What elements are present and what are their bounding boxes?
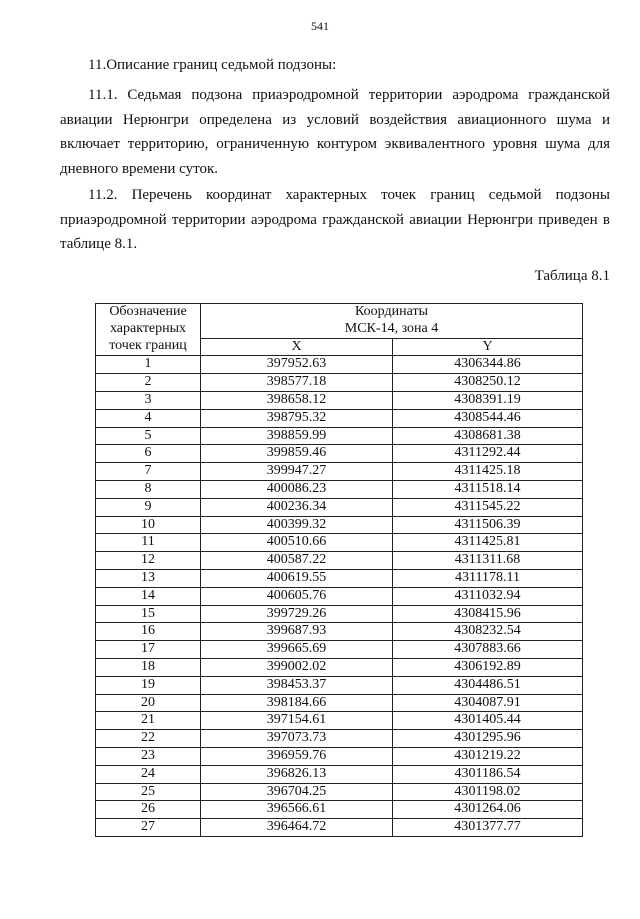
y-coordinate-cell: 4311518.14 [393, 480, 583, 498]
point-number-cell: 26 [96, 801, 201, 819]
table-row [96, 391, 583, 409]
y-coordinate-cell: 4311311.68 [393, 552, 583, 570]
table-row [96, 605, 583, 623]
x-coordinate-cell: 399859.46 [201, 445, 393, 463]
table-row [96, 409, 583, 427]
point-number-cell: 4 [96, 409, 201, 427]
point-number-cell: 16 [96, 623, 201, 641]
point-number-cell: 22 [96, 730, 201, 748]
table-row [96, 641, 583, 659]
table-row [96, 445, 583, 463]
table-row [96, 480, 583, 498]
y-coordinate-cell: 4301405.44 [393, 712, 583, 730]
table-row [96, 498, 583, 516]
point-number-cell: 20 [96, 694, 201, 712]
y-coordinate-cell: 4304087.91 [393, 694, 583, 712]
point-number-cell: 3 [96, 391, 201, 409]
x-coordinate-cell: 396704.25 [201, 783, 393, 801]
x-coordinate-cell: 400399.32 [201, 516, 393, 534]
table-row [96, 623, 583, 641]
header-line: Обозначение [109, 304, 187, 319]
y-coordinate-cell: 4311506.39 [393, 516, 583, 534]
table-row [96, 694, 583, 712]
y-coordinate-cell: 4307883.66 [393, 641, 583, 659]
point-number-cell: 11 [96, 534, 201, 552]
header-line: Координаты [355, 304, 428, 319]
x-coordinate-cell: 400236.34 [201, 498, 393, 516]
x-header: X [201, 338, 393, 356]
x-coordinate-cell: 396566.61 [201, 801, 393, 819]
y-coordinate-cell: 4311178.11 [393, 569, 583, 587]
point-number-cell: 1 [96, 356, 201, 374]
x-coordinate-cell: 399729.26 [201, 605, 393, 623]
x-coordinate-cell: 398577.18 [201, 374, 393, 392]
point-number-cell: 25 [96, 783, 201, 801]
y-coordinate-cell: 4308250.12 [393, 374, 583, 392]
x-coordinate-cell: 397952.63 [201, 356, 393, 374]
y-coordinate-cell: 4311032.94 [393, 587, 583, 605]
paragraph-11-2: 11.2. Перечень координат характерных точек границ седьмой подзоны приаэродромной территории аэродрома гражданской авиации Нерюнгри приведен в таблице 8.1. [60, 187, 610, 252]
point-number-cell: 14 [96, 587, 201, 605]
x-coordinate-cell: 398658.12 [201, 391, 393, 409]
y-coordinate-cell: 4301219.22 [393, 747, 583, 765]
coordinates-header [201, 304, 583, 339]
y-coordinate-cell: 4308544.46 [393, 409, 583, 427]
y-coordinate-cell: 4311425.18 [393, 463, 583, 481]
point-number-cell: 24 [96, 765, 201, 783]
point-number-cell: 15 [96, 605, 201, 623]
point-number-cell: 19 [96, 676, 201, 694]
x-coordinate-cell: 399947.27 [201, 463, 393, 481]
y-coordinate-cell: 4301198.02 [393, 783, 583, 801]
point-number-cell: 12 [96, 552, 201, 570]
section-heading: 11.Описание границ седьмой подзоны: [88, 57, 337, 73]
point-number-cell: 9 [96, 498, 201, 516]
y-coordinate-cell: 4311425.81 [393, 534, 583, 552]
x-coordinate-cell: 399665.69 [201, 641, 393, 659]
x-coordinate-cell: 400086.23 [201, 480, 393, 498]
table-caption: Таблица 8.1 [534, 268, 610, 284]
x-coordinate-cell: 396959.76 [201, 747, 393, 765]
table-row [96, 374, 583, 392]
x-coordinate-cell: 400587.22 [201, 552, 393, 570]
x-coordinate-cell: 399002.02 [201, 658, 393, 676]
x-coordinate-cell: 397154.61 [201, 712, 393, 730]
x-coordinate-cell: 400510.66 [201, 534, 393, 552]
table-row [96, 534, 583, 552]
page-number: 541 [311, 19, 329, 33]
point-number-cell: 8 [96, 480, 201, 498]
y-coordinate-cell: 4301377.77 [393, 819, 583, 837]
x-coordinate-cell: 400619.55 [201, 569, 393, 587]
y-header: Y [393, 338, 583, 356]
point-number-cell: 27 [96, 819, 201, 837]
y-coordinate-cell: 4308681.38 [393, 427, 583, 445]
y-coordinate-cell: 4301295.96 [393, 730, 583, 748]
table-row [96, 783, 583, 801]
point-number-cell: 10 [96, 516, 201, 534]
point-number-cell: 5 [96, 427, 201, 445]
table-row [96, 587, 583, 605]
point-number-cell: 2 [96, 374, 201, 392]
paragraph-11-1: 11.1. Седьмая подзона приаэродромной территории аэродрома гражданской авиации Нерюнгри определена из условий воздействия авиационного шума и включает территорию, ограниченную контуром эквивалентного уровня шума для дневного времени суток. [60, 87, 610, 177]
y-coordinate-cell: 4308391.19 [393, 391, 583, 409]
x-coordinate-cell: 398453.37 [201, 676, 393, 694]
x-coordinate-cell: 400605.76 [201, 587, 393, 605]
table-row [96, 712, 583, 730]
coordinates-table [95, 303, 583, 837]
point-number-cell: 7 [96, 463, 201, 481]
y-coordinate-cell: 4306192.89 [393, 658, 583, 676]
y-coordinate-cell: 4311292.44 [393, 445, 583, 463]
point-number-cell: 21 [96, 712, 201, 730]
coordinates-table-body [96, 356, 583, 837]
point-designation-header [96, 304, 201, 356]
y-coordinate-cell: 4308232.54 [393, 623, 583, 641]
y-coordinate-cell: 4304486.51 [393, 676, 583, 694]
y-coordinate-cell: 4301186.54 [393, 765, 583, 783]
x-coordinate-cell: 396826.13 [201, 765, 393, 783]
header-line: МСК-14, зона 4 [344, 320, 439, 336]
table-row [96, 801, 583, 819]
table-row [96, 516, 583, 534]
table-row [96, 552, 583, 570]
x-coordinate-cell: 398795.32 [201, 409, 393, 427]
table-row [96, 676, 583, 694]
table-row [96, 658, 583, 676]
point-number-cell: 6 [96, 445, 201, 463]
y-coordinate-cell: 4308415.96 [393, 605, 583, 623]
y-coordinate-cell: 4301264.06 [393, 801, 583, 819]
x-coordinate-cell: 396464.72 [201, 819, 393, 837]
point-number-cell: 18 [96, 658, 201, 676]
table-row [96, 730, 583, 748]
y-coordinate-cell: 4306344.86 [393, 356, 583, 374]
table-row [96, 819, 583, 837]
table-row [96, 463, 583, 481]
x-coordinate-cell: 398184.66 [201, 694, 393, 712]
x-coordinate-cell: 399687.93 [201, 623, 393, 641]
x-coordinate-cell: 397073.73 [201, 730, 393, 748]
header-line: точек границ [109, 337, 187, 353]
x-coordinate-cell: 398859.99 [201, 427, 393, 445]
point-number-cell: 17 [96, 641, 201, 659]
table-row [96, 747, 583, 765]
point-number-cell: 13 [96, 569, 201, 587]
table-row [96, 569, 583, 587]
table-row [96, 765, 583, 783]
header-line: характерных [109, 320, 187, 336]
table-row [96, 427, 583, 445]
y-coordinate-cell: 4311545.22 [393, 498, 583, 516]
point-number-cell: 23 [96, 747, 201, 765]
table-row [96, 356, 583, 374]
